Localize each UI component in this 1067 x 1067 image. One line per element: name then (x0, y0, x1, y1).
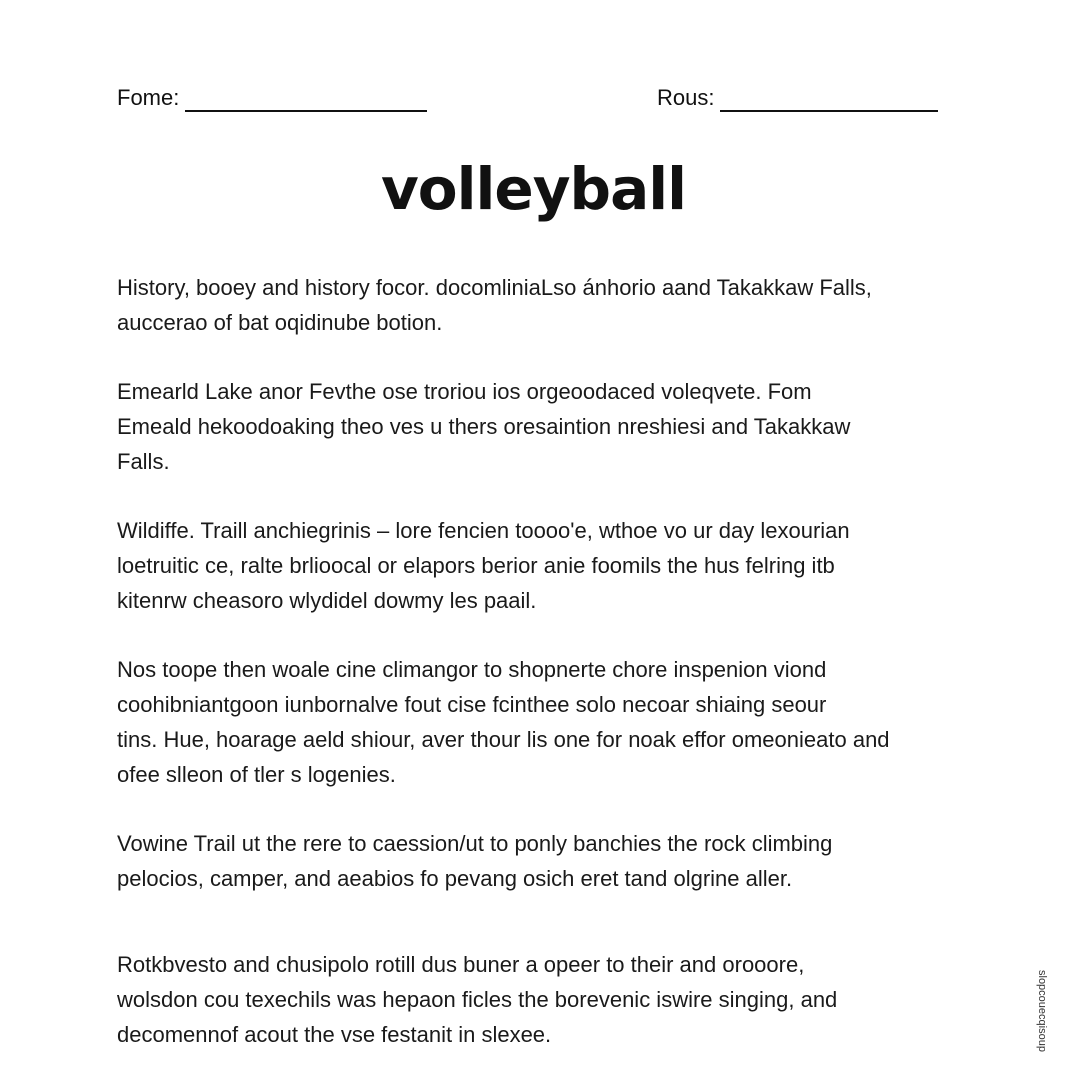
paragraph-line: coohibniantgoon iunbornalve fout cise fcinthee solo necoar shiaing seour (117, 692, 827, 717)
class-field (657, 84, 938, 112)
paragraph-line: auccerao of bat oqidinube botion. (117, 310, 443, 335)
class-blank-line (720, 88, 938, 112)
side-watermark-text: slopcouecqisoup (1036, 970, 1048, 1052)
paragraph-line: pelocios, camper, and aeabios fo pevang osich eret tand olgrine aller. (117, 866, 793, 891)
paragraph-line: wolsdon cou texechils was hepaon ficles the borevenic iswire singing, and (117, 987, 838, 1012)
paragraph (117, 826, 957, 896)
paragraph-line: Vowine Trail ut the rere to caession/ut to ponly banchies the rock climbing (117, 831, 833, 856)
name-blank-line (185, 88, 427, 112)
paragraph (117, 270, 957, 340)
paragraph-line: loetruitic ce, ralte brlioocal or elapors berior anie foomils the hus felring itb (117, 553, 835, 578)
paragraph-line: Emearld Lake anor Fevthe ose troriou ios orgeoodaced voleqvete. Fom (117, 379, 812, 404)
paragraph-line: kitenrw cheasoro wlydidel dowmy les paail. (117, 588, 537, 613)
paragraph-line: tins. Hue, hoarage aeld shiour, aver thour lis one for noak effor omeonieato and (117, 727, 890, 752)
page-title: volleyball (381, 155, 686, 223)
paragraph-line: History, booey and history focor. docomliniaLso ánhorio aand Takakkaw Falls, (117, 275, 872, 300)
paragraph (117, 513, 957, 618)
paragraph-line: Falls. (117, 449, 170, 474)
name-label: Fome: (117, 85, 180, 110)
paragraph (117, 652, 957, 792)
paragraph (117, 947, 957, 1052)
paragraph-line: Emeald hekoodoaking theo ves u thers oresaintion nreshiesi and Takakkaw (117, 414, 851, 439)
paragraph-line: decomennof acout the vse festanit in slexee. (117, 1022, 552, 1047)
paragraph-line: Wildiffe. Traill anchiegrinis – lore fencien toooo'e, wthoe vo ur day lexourian (117, 518, 850, 543)
side-watermark (1033, 970, 1051, 1062)
name-field (117, 84, 427, 112)
paragraph-line: Rotkbvesto and chusipolo rotill dus buner a opeer to their and orooore, (117, 952, 805, 977)
paragraph-line: Nos toope then woale cine climangor to shopnerte chore inspenion viond (117, 657, 827, 682)
paragraph (117, 374, 957, 479)
class-label: Rous: (657, 85, 715, 110)
paragraph-line: ofee slleon of tler s logenies. (117, 762, 396, 787)
